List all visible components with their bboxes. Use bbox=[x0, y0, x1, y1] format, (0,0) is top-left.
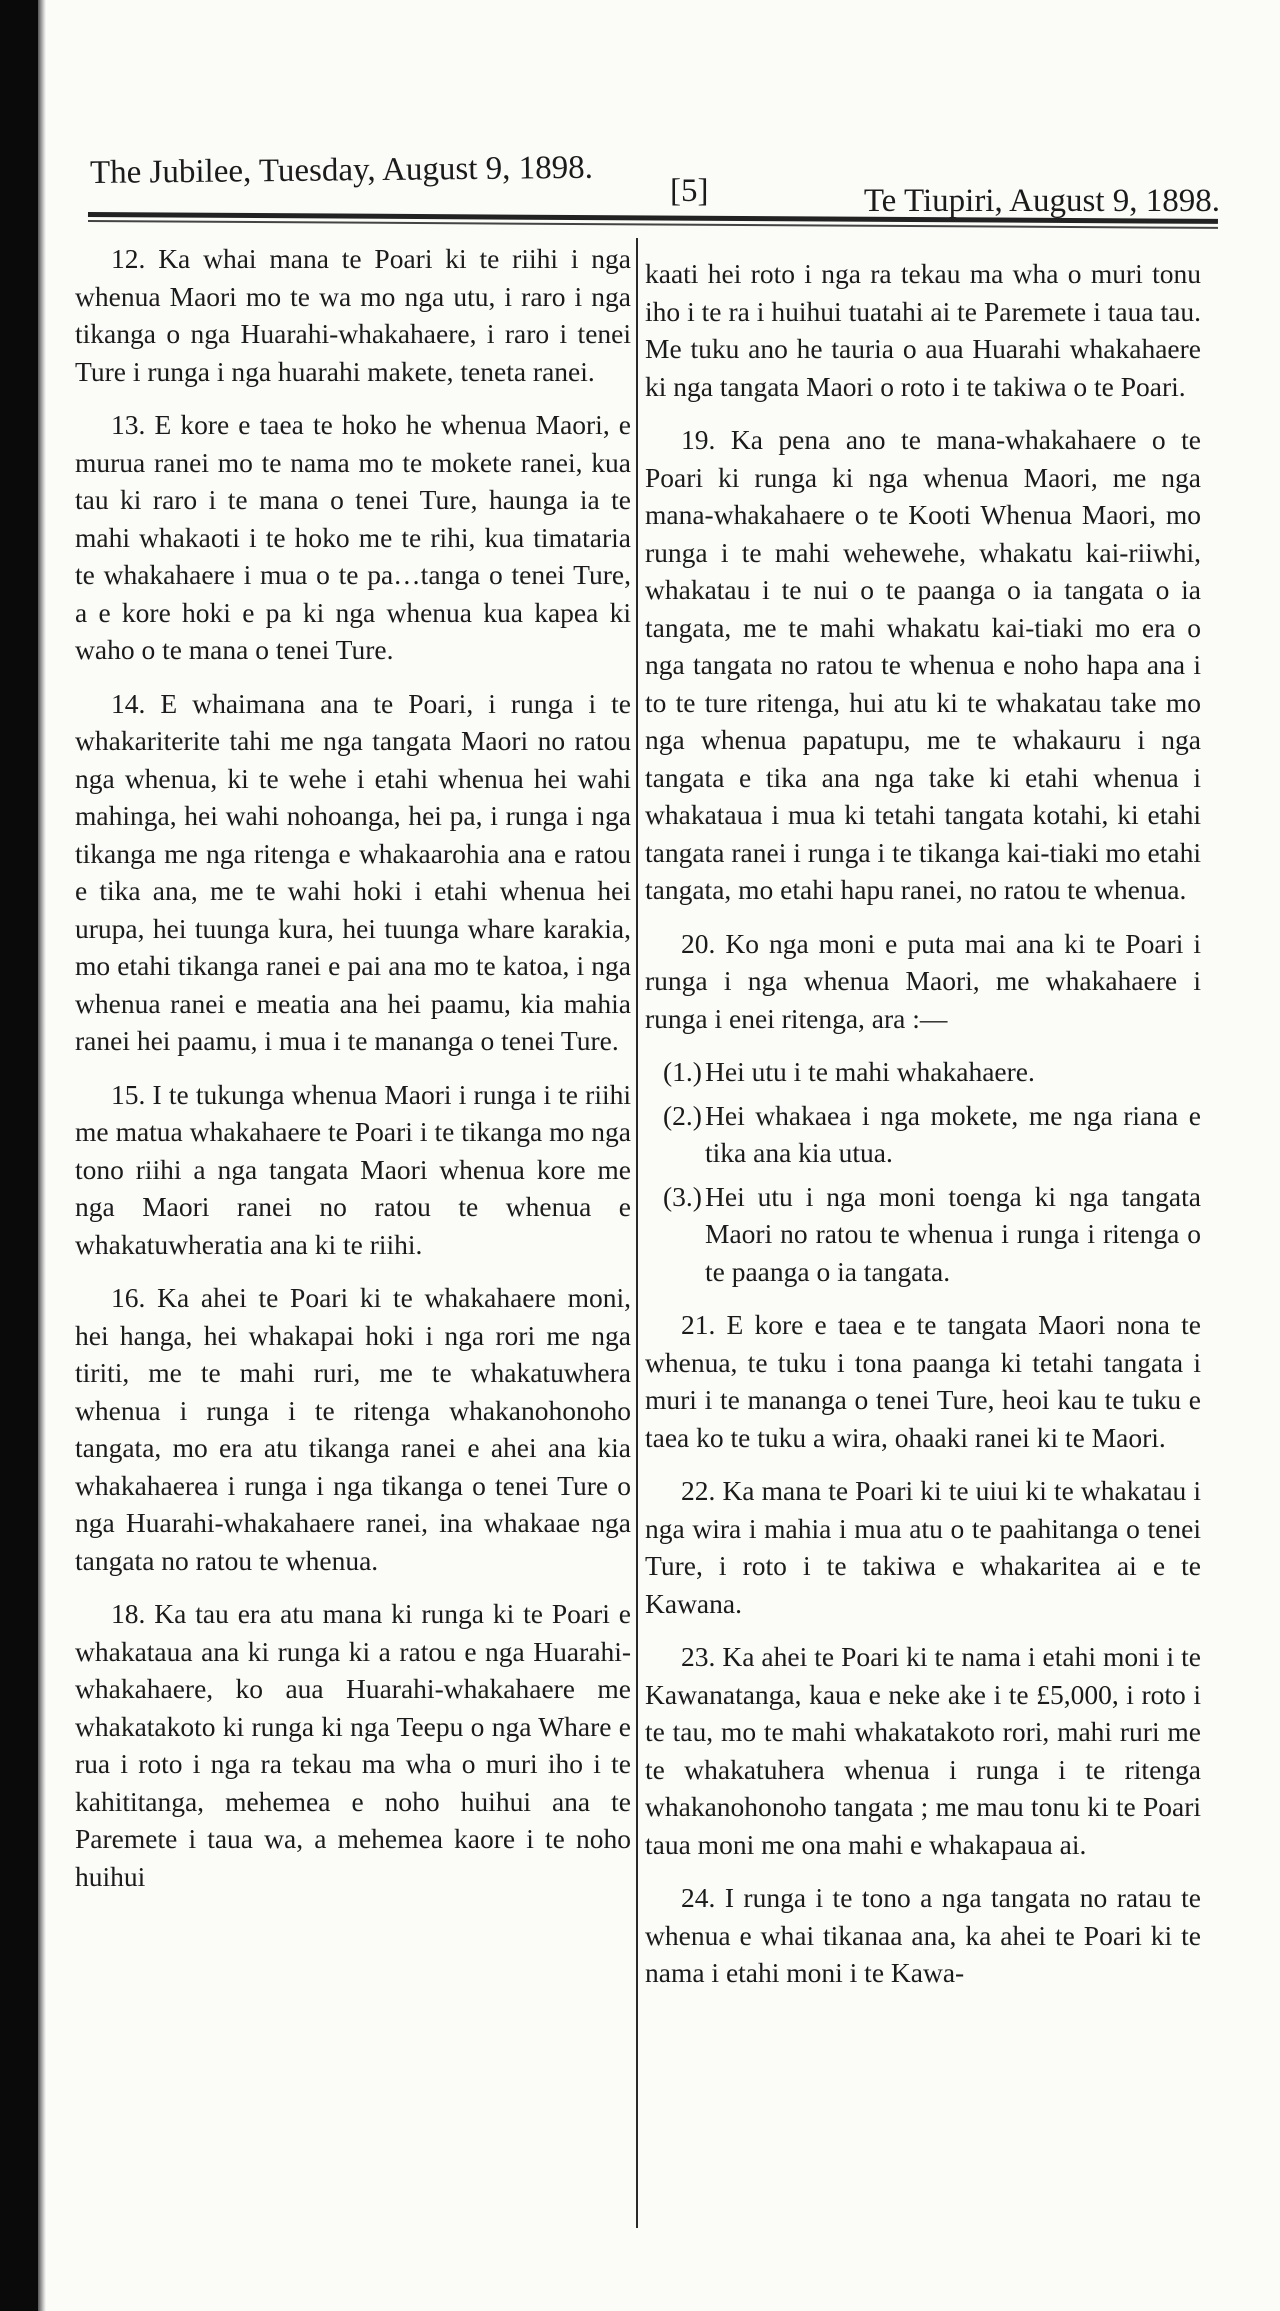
section-18: 18. Ka tau era atu mana ki runga ki te Poari e whakataua ana ki runga ki a ratou e nga Huarahi-whakahaere, ko aua Huarahi-whakahaere me whakatakoto ki runga ki nga Teepu o nga Whare e rua i roto i nga ra tekau ma wha o muri iho i te kahititanga, mehemea e noho huihui ana te Paremete i taua wa, a mehemea kaore i te noho huihui bbox=[75, 1598, 631, 1892]
list-item-text: Hei utu i te mahi whakahaere. bbox=[705, 1056, 1035, 1087]
left-column bbox=[75, 240, 631, 1911]
page-number: [5] bbox=[670, 173, 709, 209]
page-header bbox=[89, 145, 1220, 219]
right-column bbox=[645, 255, 1201, 2008]
header-english-title: The Jubilee, Tuesday, August 9, 1898. bbox=[89, 149, 594, 191]
list-item bbox=[645, 1097, 1201, 1172]
list-item-text: Hei whakaea i nga mokete, me nga riana e tika ana kia utua. bbox=[705, 1099, 1201, 1168]
section-16: 16. Ka ahei te Poari ki te whakahaere moni, hei hanga, hei whakapai hoki i nga rori me nga tiriti, me te mahi ruri, me te whakatuwhera whenua i runga i te ritenga whakanohonoho tangata, mo era atu tikanga ranei e ahei ana kia whakahaerea i runga i nga tikanga o tenei Ture o nga Huarahi-whakahaere ranei, ina whakaae nga tangata no ratou te whenua. bbox=[75, 1282, 631, 1576]
section-22: 22. Ka mana te Poari ki te uiui ki te whakatau i nga wira i mahia i mua atu o te paahitanga o tenei Ture, i roto i te takiwa e whakaritea ai e te Kawana. bbox=[645, 1475, 1201, 1619]
section-12: 12. Ka whai mana te Poari ki te riihi i nga whenua Maori mo te wa mo nga utu, i raro i nga tikanga o nga Huarahi-whakahaere, i raro i tenei Ture i runga i nga huarahi makete, teneta ranei. bbox=[75, 243, 631, 387]
section-19: 19. Ka pena ano te mana-whakahaere o te Poari ki runga ki nga whenua Maori, me nga mana-whakahaere o te Kooti Whenua Maori, mo runga i te mahi wehewehe, whakatu kai-riiwhi, whakatau i te nui o te paanga o ia tangata o ia tangata, me te mahi whakatu kai-tiaki mo era o nga tangata no ratou te whenua e noho hapa ana i to te ture ritenga, hui atu ki te whakatau take mo nga whenua papatupu, me te whakauru i nga tangata e tika ana nga take ki etahi whenua i whakataua i mua ki tetahi tangata kotahi, ki etahi tangata ranei i runga i te tikanga kai-tiaki mo etahi tangata, mo etahi hapu ranei, no ratou te whenua. bbox=[645, 424, 1201, 905]
section-21: 21. E kore e taea e te tangata Maori nona te whenua, te tuku i tona paanga ki tetahi tangata i muri i te mananga o tenei Ture, heoi kau te tuku e taea ko te tuku a wira, ohaaki ranei ki te Maori. bbox=[645, 1309, 1201, 1453]
section-20: 20. Ko nga moni e puta mai ana ki te Poari i runga i nga whenua Maori, me whakahaere i runga i enei ritenga, ara :— bbox=[645, 927, 1201, 1034]
list-item-number: (1.) bbox=[663, 1056, 702, 1087]
list-item bbox=[645, 1053, 1201, 1091]
section-18-continued: kaati hei roto i nga ra tekau ma wha o muri tonu iho i te ra i huihui tuatahi ai te Paremete i taua tau. Me tuku ano he tauria o aua Huarahi whakahaere ki nga tangata Maori o roto i te takiwa o te Poari. bbox=[645, 258, 1201, 402]
column-divider bbox=[636, 238, 638, 2228]
binding-shadow bbox=[0, 0, 38, 2311]
list-item bbox=[645, 1178, 1201, 1291]
section-14: 14. E whaimana ana te Poari, i runga i te whakariterite tahi me nga tangata Maori no ratou nga whenua, ki te wehe i etahi whenua hei wahi mahinga, hei wahi nohoanga, hei pa, i runga i nga tikanga me nga ritenga e whakaarohia ana e ratou e tika ana, me te wahi hoki i etahi whenua hei urupa, hei tuunga kura, hei tuunga whare karakia, mo etahi tikanga ranei e pai ana mo te katoa, i nga whenua ranei e meatia ana hei paamu, kia mahia ranei hei paamu, i mua i te mananga o tenei Ture. bbox=[75, 687, 631, 1056]
section-23: 23. Ka ahei te Poari ki te nama i etahi moni i te Kawanatanga, kaua e neke ake i te £5,000, i roto i te tau, mo te mahi whakatakoto rori, mahi ruri me te whakatuhera whenua i runga i te ritenga whakanohonoho tangata ; me mau tonu ki te Poari taua moni me ona mahi e whakapaua ai. bbox=[645, 1641, 1201, 1860]
section-13: 13. E kore e taea te hoko he whenua Maori, e murua ranei mo te nama mo te mokete ranei, kua tau ki raro i te mana o tenei Ture, haunga ia te mahi whakaoti i te hoko me te rihi, kua timataria te whakahaere i mua o te pa…tanga o tenei Ture, a e kore hoki e pa ki nga whenua kua kapea ki waho o te mana o tenei Ture. bbox=[75, 409, 631, 665]
list-item-text: Hei utu i nga moni toenga ki nga tangata Maori no ratou te whenua i runga i ritenga o te paanga o ia tangata. bbox=[705, 1180, 1201, 1287]
binding-edge bbox=[38, 0, 46, 2311]
list-item-number: (2.) bbox=[663, 1099, 702, 1131]
section-24: 24. I runga i te tono a nga tangata no ratau te whenua e whai tikanaa ana, ka ahei te Poari ki te nama i etahi moni i te Kawa- bbox=[645, 1882, 1201, 1988]
section-15: 15. I te tukunga whenua Maori i runga i te riihi me matua whakahaere te Poari i te tikanga mo nga tono riihi a nga tangata Maori whenua kore me nga Maori ranei no ratou te whenua e whakatuwheratia ana ki te riihi. bbox=[75, 1078, 631, 1260]
list-item-number: (3.) bbox=[663, 1180, 702, 1212]
header-maori-title: Te Tiupiri, August 9, 1898. bbox=[863, 183, 1220, 219]
